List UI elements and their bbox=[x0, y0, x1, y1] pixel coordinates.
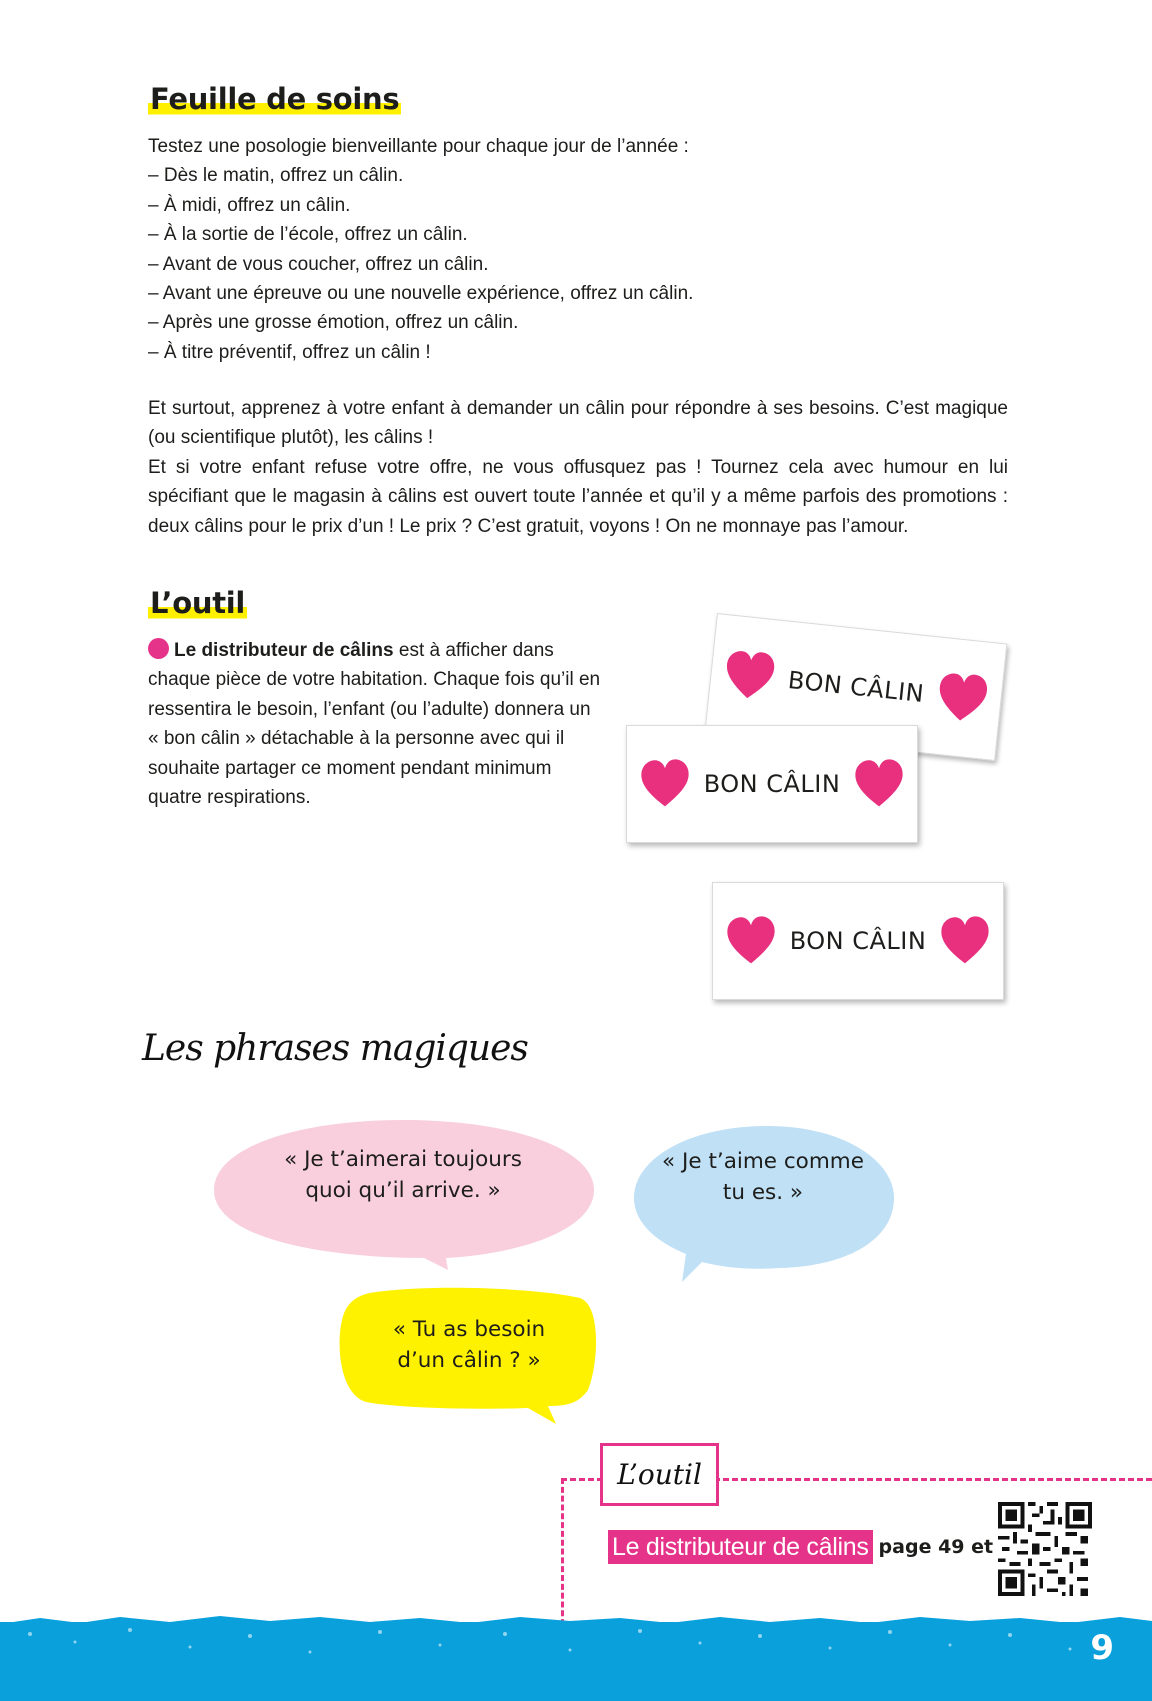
speech-bubble-pink bbox=[210, 1116, 596, 1270]
qr-code-icon[interactable] bbox=[998, 1502, 1092, 1596]
care-list-item: – Avant une épreuve ou une nouvelle expérience, offrez un câlin. bbox=[148, 283, 694, 305]
bubble-line: d’un câlin ? » bbox=[397, 1348, 541, 1373]
pink-bullet-icon bbox=[148, 638, 169, 659]
tool-description bbox=[148, 636, 603, 812]
bubble-line: tu es. » bbox=[722, 1180, 804, 1205]
hug-coupon bbox=[626, 725, 918, 843]
coupon-label: BON CÂLIN bbox=[789, 927, 927, 955]
care-intro: Testez une posologie bienveillante pour chaque jour de l’année : bbox=[148, 136, 689, 157]
care-list-item: – À la sortie de l’école, offrez un câlin. bbox=[148, 224, 468, 246]
tool-reference-page: page 49 et bbox=[878, 1536, 994, 1558]
section-title-care-sheet: Feuille de soins bbox=[150, 82, 400, 116]
bubble-line: « Tu as besoin bbox=[392, 1317, 546, 1342]
care-list-item: – Avant de vous coucher, offrez un câlin. bbox=[148, 253, 489, 275]
bubble-line: « Je t’aimerai toujours bbox=[284, 1147, 522, 1172]
hug-coupon bbox=[712, 882, 1004, 1000]
care-list-item: – À midi, offrez un câlin. bbox=[148, 194, 351, 216]
care-paragraph: Et si votre enfant refuse votre offre, ne vous offusquez pas ! Tournez cela avec humour en lui spécifiant que le magasin à câlins est ouvert toute l’année et qu’il y a même parfois des promotions : deux câlins pour le prix d’un ! Le prix ? C’est gratuit, voyons ! On ne monnaye pas l’amour. bbox=[148, 456, 1008, 537]
tool-reference-tag: L’outil bbox=[600, 1443, 719, 1506]
bubble-line: quoi qu’il arrive. » bbox=[305, 1178, 501, 1203]
heart-icon bbox=[937, 913, 993, 969]
care-list-block bbox=[148, 132, 868, 367]
page-number: 9 bbox=[1090, 1628, 1114, 1668]
section-title-tool: L’outil bbox=[150, 586, 246, 620]
heart-icon bbox=[932, 667, 994, 729]
care-paragraphs bbox=[148, 394, 1008, 541]
magic-phrases-title: Les phrases magiques bbox=[142, 1028, 528, 1069]
coupon-label: BON CÂLIN bbox=[786, 665, 926, 709]
tool-reference-link[interactable]: Le distributeur de câlins bbox=[608, 1530, 873, 1564]
coupon-label: BON CÂLIN bbox=[703, 770, 841, 798]
tool-reference-line bbox=[608, 1530, 993, 1564]
speech-bubble-blue bbox=[630, 1122, 896, 1286]
care-paragraph: Et surtout, apprenez à votre enfant à demander un câlin pour répondre à ses besoins. C’est magique (ou scientifique plutôt), les câlins ! bbox=[148, 398, 1008, 449]
tool-name: Le distributeur de câlins bbox=[174, 640, 394, 661]
bottom-band bbox=[0, 1612, 1152, 1701]
speech-bubble-yellow bbox=[336, 1286, 602, 1426]
heart-icon bbox=[723, 913, 779, 969]
heart-icon bbox=[637, 756, 693, 812]
care-list-item: – À titre préventif, offrez un câlin ! bbox=[148, 341, 431, 363]
heart-icon bbox=[719, 645, 781, 707]
tool-description-text: est à afficher dans chaque pièce de votre habitation. Chaque fois qu’il en ressentira le besoin, l’enfant (ou l’adulte) donnera un « bon câlin » détachable à la personne avec qui il souhaite partager ce moment pendant minimum quatre respirations. bbox=[148, 640, 601, 809]
care-list-item: – Après une grosse émotion, offrez un câlin. bbox=[148, 312, 519, 334]
bubble-line: « Je t’aime comme bbox=[662, 1149, 864, 1174]
heart-icon bbox=[851, 756, 907, 812]
care-list-item: – Dès le matin, offrez un câlin. bbox=[148, 165, 404, 187]
